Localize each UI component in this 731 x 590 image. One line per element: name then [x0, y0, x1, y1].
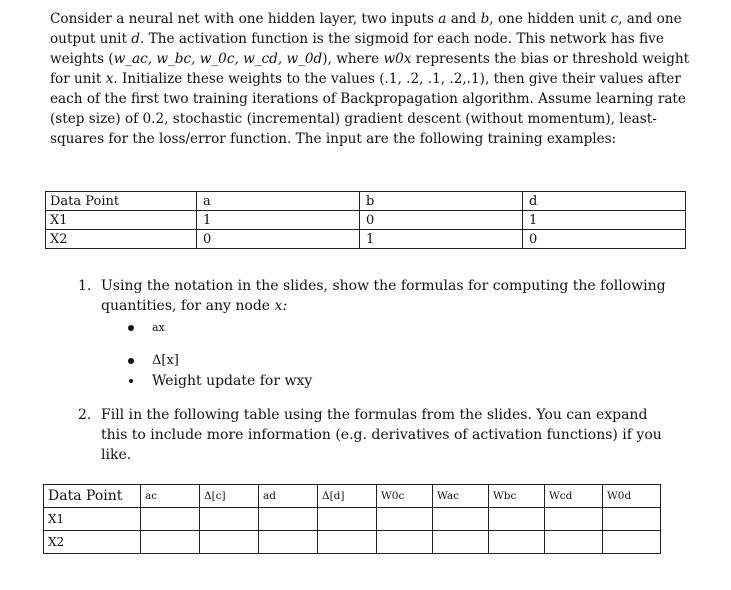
table-row	[46, 230, 686, 249]
header-cell: Δ[d]	[318, 485, 377, 508]
question-number: 2.	[78, 407, 92, 423]
table-cell: 0	[523, 230, 686, 249]
table-cell	[377, 531, 433, 554]
training-examples-table	[45, 191, 686, 249]
intro-text: and	[446, 11, 481, 27]
table-cell	[603, 508, 661, 531]
header-cell: ac	[141, 485, 200, 508]
problem-statement	[50, 9, 690, 149]
bullet-icon	[128, 325, 134, 331]
table-cell	[318, 508, 377, 531]
header-cell: Data Point	[46, 192, 197, 211]
var-c: c	[610, 11, 619, 27]
table-cell	[545, 508, 603, 531]
list-item	[128, 351, 528, 371]
table-cell	[318, 531, 377, 554]
intro-text: . Initialize these weights to the values (.1, .2, .1, .2,.1), then give their values after each of the first two training iterations of Backpropagation algorithm. Assume learning rate (step size) of 0.2, stochastic (incremental) gradient descent (without momentum), least-squares for the loss/error function. The input are the following training examples:	[50, 71, 686, 147]
table-row	[46, 211, 686, 230]
intro-text: represents the bias or threshold weight for unit	[50, 51, 690, 87]
question-number: 1.	[78, 278, 92, 294]
bullet-label: Δ[x]	[152, 353, 179, 368]
table-cell: X2	[46, 230, 197, 249]
var-d: d	[131, 31, 140, 47]
table-cell: 1	[360, 230, 523, 249]
header-cell: ad	[259, 485, 318, 508]
table-cell	[259, 508, 318, 531]
table-cell	[259, 531, 318, 554]
var-b: b	[480, 11, 490, 27]
list-item	[128, 318, 528, 338]
header-cell: Wac	[433, 485, 489, 508]
table-cell: 0	[360, 211, 523, 230]
table-header-row	[44, 485, 661, 508]
var-a: a	[438, 11, 447, 27]
table-cell	[200, 508, 259, 531]
table-cell: X1	[46, 211, 197, 230]
table-cell	[433, 508, 489, 531]
table-cell: 0	[197, 230, 360, 249]
header-cell: Δ[c]	[200, 485, 259, 508]
var-x: x	[105, 71, 114, 87]
table-cell	[141, 508, 200, 531]
intro-text: , and one output unit	[50, 11, 682, 47]
table-cell	[433, 531, 489, 554]
question-text: Using the notation in the slides, show the formulas for computing the following quantities, for any node	[101, 278, 666, 314]
node-var: x:	[274, 298, 288, 314]
bullet-list	[128, 318, 528, 391]
weights-list: w_ac, w_bc, w_0c, w_cd, w_0d	[113, 51, 323, 67]
intro-text: Consider a neural net with one hidden layer, two inputs	[50, 11, 439, 27]
question-1	[78, 276, 678, 316]
intro-text: ), where	[322, 51, 384, 67]
header-cell: Wcd	[545, 485, 603, 508]
header-cell: b	[360, 192, 523, 211]
header-cell: d	[523, 192, 686, 211]
table-cell: 1	[197, 211, 360, 230]
results-table	[43, 484, 661, 554]
header-cell: Wbc	[489, 485, 545, 508]
table-cell: X1	[44, 508, 141, 531]
intro-text: , one hidden unit	[489, 11, 611, 27]
table-cell	[545, 531, 603, 554]
table-cell: X2	[44, 531, 141, 554]
header-cell: W0c	[377, 485, 433, 508]
w0x-symbol: w0x	[383, 51, 412, 67]
table-cell: 1	[523, 211, 686, 230]
intro-text: . The activation function is the sigmoid for each node. This network has five weights (	[50, 31, 664, 67]
table-cell	[489, 531, 545, 554]
question-text: Fill in the following table using the formulas from the slides. You can expand this to include more information (e.g. derivatives of activation functions) if you like.	[101, 407, 662, 463]
table-cell	[200, 531, 259, 554]
table-cell	[489, 508, 545, 531]
header-cell: W0d	[603, 485, 661, 508]
bullet-icon	[128, 358, 134, 364]
table-row	[44, 508, 661, 531]
table-row	[44, 531, 661, 554]
table-header-row	[46, 192, 686, 211]
bullet-icon	[129, 379, 133, 383]
table-cell	[141, 531, 200, 554]
question-2	[78, 405, 678, 465]
table-cell	[377, 508, 433, 531]
table-cell	[603, 531, 661, 554]
header-cell: Data Point	[44, 485, 141, 508]
bullet-label: Weight update for wxy	[152, 373, 313, 389]
bullet-label: ax	[152, 321, 165, 334]
header-cell: a	[197, 192, 360, 211]
list-item	[128, 371, 528, 391]
